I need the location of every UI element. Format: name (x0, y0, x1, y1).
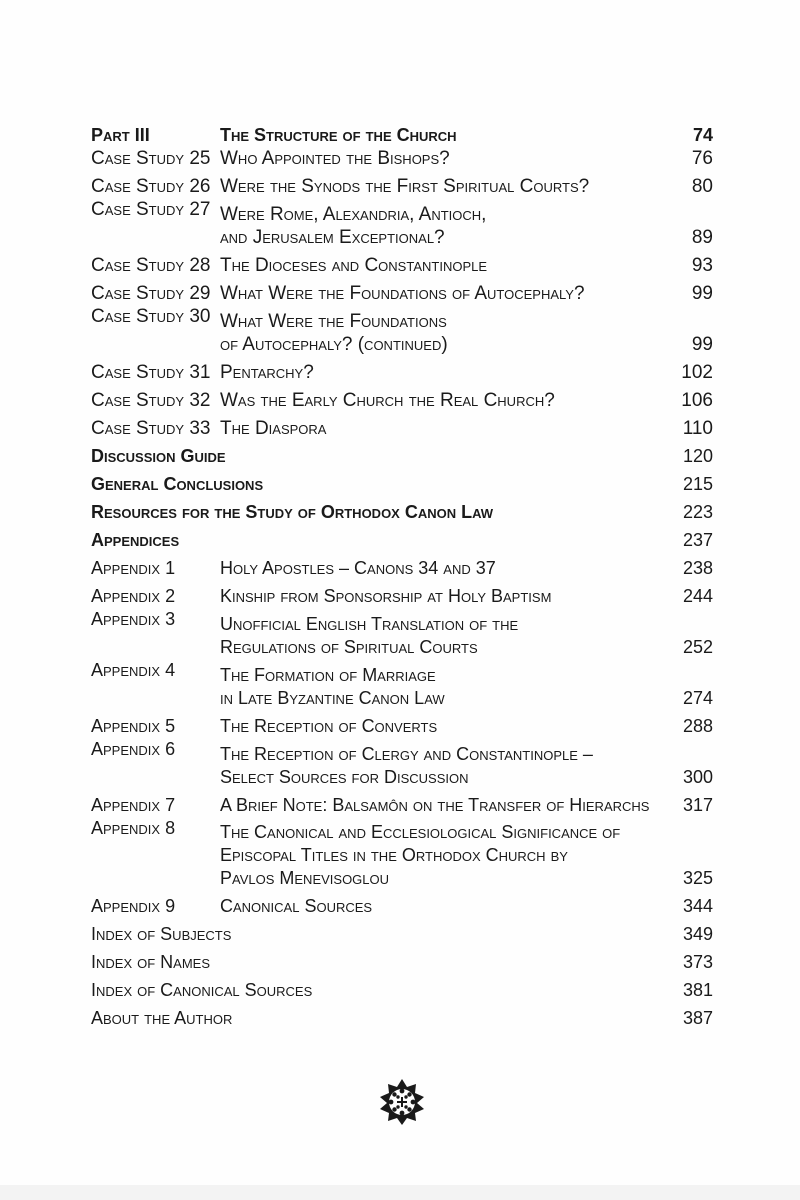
appendix-page: 288 (682, 716, 713, 736)
case-study-page: 99 (691, 334, 713, 355)
appendix-page: 238 (682, 558, 713, 578)
index-page: 387 (682, 1008, 713, 1028)
appendix-page: 274 (682, 688, 713, 708)
appendix-title: Holy Apostles – Canons 34 and 37 (220, 558, 496, 578)
part-title: The Structure of the Church (220, 125, 457, 145)
section-page: 223 (682, 502, 713, 522)
case-study-page: 102 (681, 362, 713, 383)
index-title: About the Author (91, 1008, 233, 1028)
case-study-page: 93 (691, 255, 713, 276)
appendix-page: 300 (682, 767, 713, 787)
case-study-page: 80 (691, 176, 713, 197)
toc-case-study-row (91, 412, 713, 440)
section-title: General Conclusions (91, 474, 264, 494)
section-title: Discussion Guide (91, 446, 226, 466)
toc-appendix-row (91, 552, 713, 580)
case-study-label: Case Study 31 (91, 362, 211, 383)
case-study-page: 106 (681, 390, 713, 411)
appendix-label: Appendix 6 (91, 739, 176, 759)
appendix-page: 344 (682, 896, 713, 916)
index-title: Index of Subjects (91, 924, 232, 944)
appendix-title: The Formation of Marriage in Late Byzantine Canon Law (220, 665, 445, 708)
case-study-label: Case Study 29 (91, 283, 211, 304)
case-study-label: Case Study 30 (91, 306, 211, 327)
case-study-page: 76 (691, 148, 713, 169)
toc-appendix-row (91, 817, 713, 890)
case-study-label: Case Study 28 (91, 255, 211, 276)
case-study-title: Pentarchy? (220, 362, 314, 383)
toc-index-row (91, 918, 713, 946)
appendix-title: A Brief Note: Balsamôn on the Transfer of Hierarchs (220, 795, 650, 815)
case-study-title: Were Rome, Alexandria, Antioch, and Jerusalem Exceptional? (220, 204, 487, 248)
case-study-title: What Were the Foundations of Autocephaly? (220, 283, 585, 304)
toc-case-study-row (91, 249, 713, 277)
section-title: Resources for the Study of Orthodox Canon Law (91, 502, 494, 522)
part-page: 74 (692, 125, 713, 145)
case-study-label: Case Study 33 (91, 418, 211, 439)
case-study-title: Who Appointed the Bishops? (220, 148, 450, 169)
case-study-title: Were the Synods the First Spiritual Courts? (220, 176, 590, 197)
toc-case-study-row (91, 305, 713, 356)
appendix-label: Appendix 5 (91, 716, 176, 736)
toc-appendix-row (91, 738, 713, 789)
appendix-label: Appendix 7 (91, 795, 176, 815)
appendix-label: Appendix 8 (91, 818, 176, 838)
toc-case-study-row (91, 384, 713, 412)
section-page: 215 (682, 474, 713, 494)
section-page: 237 (682, 530, 713, 550)
case-study-label: Case Study 26 (91, 176, 211, 197)
page-bottom-edge (0, 1185, 800, 1200)
toc-appendix-row (91, 710, 713, 738)
toc-case-study-row (91, 277, 713, 305)
case-study-title: Was the Early Church the Real Church? (220, 390, 555, 411)
index-title: Index of Names (91, 952, 211, 972)
toc-case-study-row (91, 170, 713, 198)
toc-appendix-row (91, 890, 713, 918)
appendix-label: Appendix 2 (91, 586, 176, 606)
appendix-page: 317 (682, 795, 713, 815)
appendix-label: Appendix 3 (91, 609, 176, 629)
appendix-title: The Reception of Clergy and Constantinople – Select Sources for Discussion (220, 744, 593, 787)
case-study-label: Case Study 32 (91, 390, 211, 411)
appendix-title: Unofficial English Translation of the Regulations of Spiritual Courts (220, 614, 519, 657)
toc-part-row (91, 124, 713, 147)
section-page: 120 (682, 446, 713, 466)
appendix-title: Kinship from Sponsorship at Holy Baptism (220, 586, 552, 606)
case-study-page: 110 (682, 418, 713, 439)
toc-section-row (91, 468, 713, 496)
case-study-title: The Diaspora (220, 418, 327, 439)
appendix-label: Appendix 9 (91, 896, 176, 916)
table-of-contents (91, 124, 713, 1030)
index-page: 373 (682, 952, 713, 972)
toc-index-row (91, 974, 713, 1002)
toc-appendix-row (91, 580, 713, 608)
appendix-title: The Canonical and Ecclesiological Significance of Episcopal Titles in the Orthodox Church by Pavlos Menevisoglou (220, 822, 621, 888)
toc-appendix-row (91, 789, 713, 817)
toc-case-study-row (91, 198, 713, 249)
index-title: Index of Canonical Sources (91, 980, 313, 1000)
case-study-title: What Were the Foundations of Autocephaly? (continued) (220, 311, 448, 355)
part-label: Part III (91, 125, 150, 145)
appendix-label: Appendix 4 (91, 660, 176, 680)
case-study-label: Case Study 25 (91, 148, 211, 169)
appendix-page: 252 (682, 637, 713, 657)
case-study-page: 89 (691, 227, 713, 248)
appendix-page: 244 (682, 586, 713, 606)
toc-index-row (91, 1002, 713, 1030)
case-study-label: Case Study 27 (91, 199, 211, 220)
index-page: 381 (682, 980, 713, 1000)
appendix-title: Canonical Sources (220, 896, 373, 916)
case-study-page: 99 (691, 283, 713, 304)
appendix-title: The Reception of Converts (220, 716, 438, 736)
index-page: 349 (682, 924, 713, 944)
floral-ornament-icon (378, 1078, 426, 1126)
toc-appendix-row (91, 659, 713, 710)
toc-section-row (91, 524, 713, 552)
case-study-title: The Dioceses and Constantinople (220, 255, 488, 276)
toc-case-study-row (91, 356, 713, 384)
toc-case-study-row (91, 147, 713, 170)
toc-index-row (91, 946, 713, 974)
appendix-label: Appendix 1 (91, 558, 176, 578)
toc-appendix-row (91, 608, 713, 659)
toc-section-row (91, 440, 713, 468)
toc-section-row (91, 496, 713, 524)
section-title: Appendices (91, 530, 180, 550)
appendix-page: 325 (682, 868, 713, 888)
